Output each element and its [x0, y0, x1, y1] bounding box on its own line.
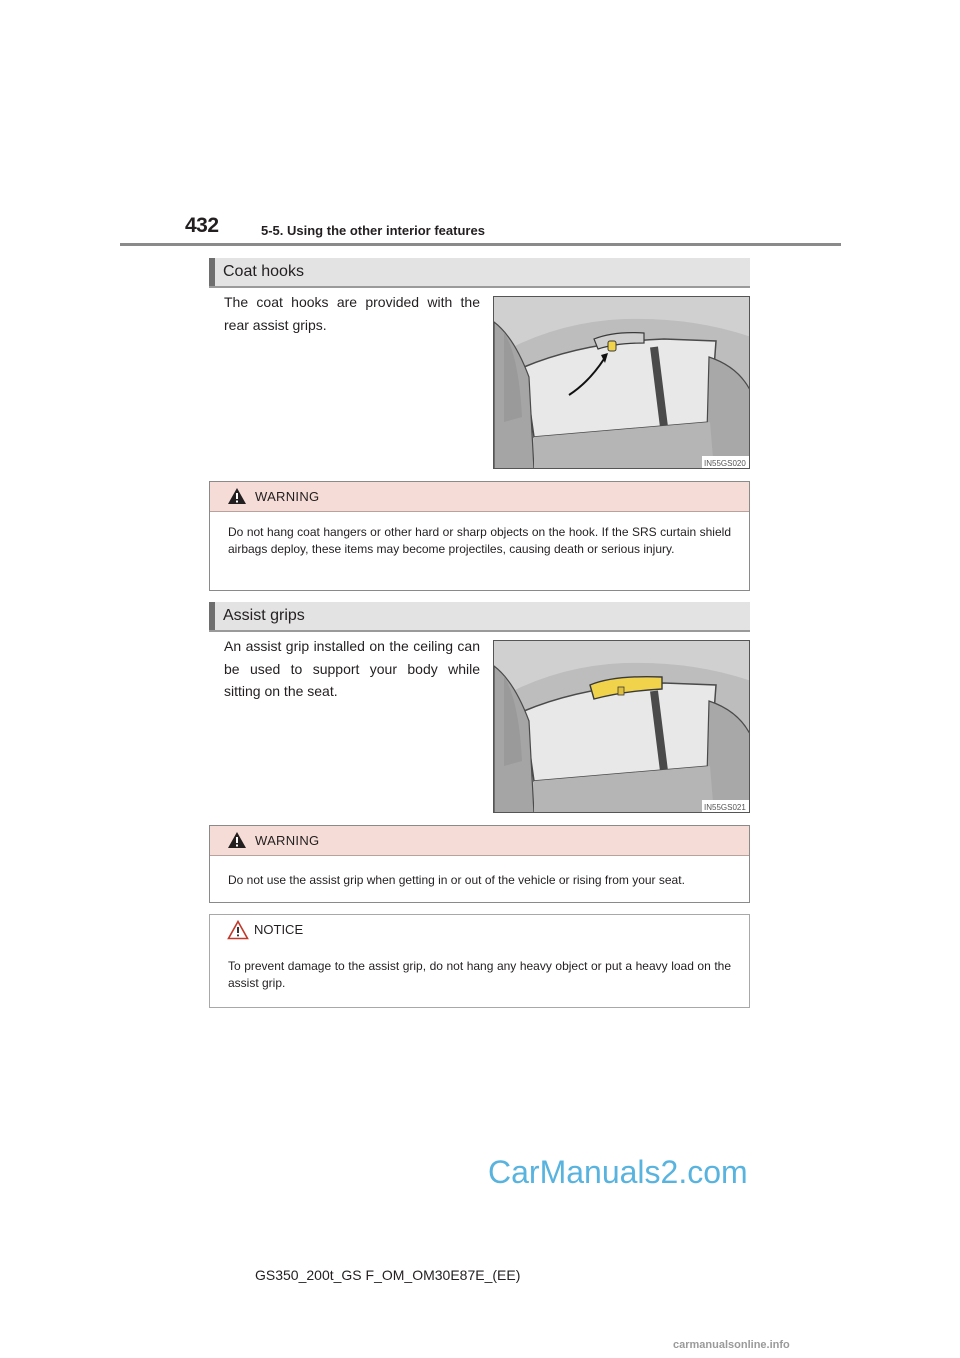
coat-hooks-text: The coat hooks are provided with the rear assist grips. [224, 294, 480, 333]
assist-grips-title: Assist grips [223, 607, 305, 624]
warning-text-1: Do not hang coat hangers or other hard or sharp objects on the hook. If the SRS curtain shield airbags deploy, these items may become projectiles, causing death or serious injury. [228, 525, 731, 556]
warning-header-2 [210, 826, 749, 856]
warning-box-1 [209, 481, 750, 591]
coat-hooks-heading [209, 258, 750, 288]
coat-hooks-title: Coat hooks [223, 263, 304, 280]
assist-grip-figure [493, 640, 750, 813]
warning-text-2: Do not use the assist grip when getting in or out of the vehicle or rising from your seat. [228, 873, 685, 887]
warning-header-1 [210, 482, 749, 512]
heading-bar [209, 602, 215, 630]
figure-code-1: IN55GS020 [704, 459, 746, 468]
warning-label-1: WARNING [255, 489, 320, 504]
assist-grips-heading [209, 602, 750, 632]
warning-label-2: WARNING [255, 833, 320, 848]
notice-box [209, 914, 750, 1008]
warning-icon [227, 487, 247, 505]
watermark: CarManuals2.com [488, 1154, 748, 1190]
page-number: 432 [185, 214, 219, 237]
heading-bar [209, 258, 215, 286]
figure-code-2: IN55GS021 [704, 803, 746, 812]
warning-icon [227, 831, 247, 849]
footer-site: carmanualsonline.info [673, 1339, 790, 1351]
notice-header [210, 915, 749, 944]
notice-label: NOTICE [254, 922, 304, 937]
assist-grips-text: An assist grip installed on the ceiling can be used to support your body while sitting on the seat. [224, 638, 480, 699]
section-title: 5-5. Using the other interior features [261, 223, 485, 238]
notice-icon [227, 920, 249, 940]
warning-box-2 [209, 825, 750, 903]
coat-hook-figure [493, 296, 750, 469]
notice-text: To prevent damage to the assist grip, do not hang any heavy object or put a heavy load on the assist grip. [228, 959, 731, 990]
footer-doc-code: GS350_200t_GS F_OM_OM30E87E_(EE) [255, 1267, 521, 1283]
header-rule [120, 243, 841, 246]
